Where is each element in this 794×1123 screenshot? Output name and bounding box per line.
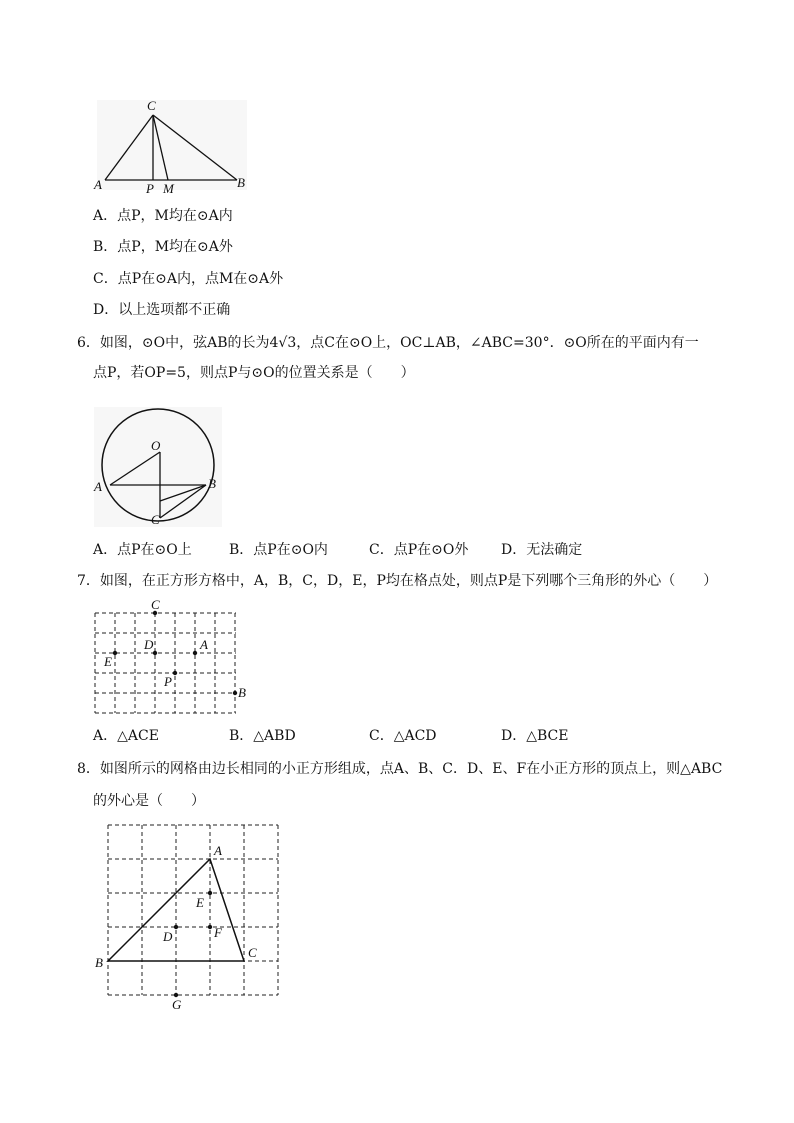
label-d: D bbox=[144, 637, 154, 652]
q7-option-c: C．△ACD bbox=[369, 728, 437, 744]
label-p: P bbox=[146, 181, 154, 196]
label-b: B bbox=[238, 685, 246, 700]
label-c: C bbox=[151, 512, 160, 527]
label-e: E bbox=[196, 895, 204, 910]
q6-stem-line1: 6．如图，⊙O中，弦AB的长为4√3，点C在⊙O上，OC⊥AB，∠ABC=30°．⊙O所在的平面内有一 bbox=[77, 335, 699, 351]
point-b bbox=[233, 691, 237, 695]
figure-triangle-grid bbox=[92, 815, 292, 1015]
figure-background bbox=[97, 100, 247, 190]
label-b: B bbox=[237, 175, 245, 190]
q8-stem-line1: 8．如图所示的网格由边长相同的小正方形组成，点A、B、C．D、E、F在小正方形的顶点上，则△ABC bbox=[77, 761, 723, 777]
label-b: B bbox=[95, 955, 103, 970]
figure-square-grid bbox=[92, 598, 262, 718]
figure-triangle-abc bbox=[92, 96, 262, 198]
point-p bbox=[173, 671, 177, 675]
label-d: D bbox=[163, 929, 173, 944]
label-b: B bbox=[208, 476, 216, 491]
q6-option-b: B．点P在⊙O内 bbox=[229, 542, 328, 558]
q6-option-a: A．点P在⊙O上 bbox=[93, 542, 192, 558]
q6-stem-line2: 点P，若OP=5，则点P与⊙O的位置关系是（ ） bbox=[93, 365, 415, 381]
grid-lines bbox=[95, 613, 236, 713]
q5-option-b: B．点P，M均在⊙A外 bbox=[93, 239, 233, 255]
label-c: C bbox=[248, 945, 257, 960]
point-d bbox=[174, 925, 178, 929]
label-a: A bbox=[214, 843, 222, 858]
label-f: F bbox=[214, 925, 222, 940]
q5-option-d: D．以上选项都不正确 bbox=[93, 302, 231, 318]
label-a: A bbox=[94, 479, 102, 494]
label-a: A bbox=[94, 177, 102, 192]
label-g: G bbox=[172, 997, 182, 1012]
label-p: P bbox=[164, 674, 172, 689]
label-a: A bbox=[200, 637, 208, 652]
q7-option-b: B．△ABD bbox=[229, 728, 296, 744]
q7-option-a: A．△ACE bbox=[93, 728, 159, 744]
grid-lines bbox=[108, 825, 278, 995]
point-e bbox=[113, 651, 117, 655]
label-m: M bbox=[163, 181, 174, 196]
q5-option-a: A．点P，M均在⊙A内 bbox=[93, 208, 233, 224]
point-d bbox=[153, 651, 157, 655]
label-o: O bbox=[151, 438, 161, 453]
q7-stem-line1: 7．如图，在正方形方格中，A，B，C，D，E，P均在格点处，则点P是下列哪个三角形的外心（ ） bbox=[77, 573, 718, 589]
label-c: C bbox=[151, 598, 160, 612]
point-a bbox=[193, 651, 197, 655]
figure-background bbox=[94, 407, 222, 527]
label-e: E bbox=[104, 654, 112, 669]
label-c: C bbox=[147, 98, 156, 113]
q6-option-c: C．点P在⊙O外 bbox=[369, 542, 469, 558]
q6-option-d: D．无法确定 bbox=[501, 542, 583, 558]
q8-stem-line2: 的外心是（ ） bbox=[93, 793, 205, 809]
figure-circle-o bbox=[92, 405, 224, 530]
q5-option-c: C．点P在⊙A内，点M在⊙A外 bbox=[93, 271, 284, 287]
point-f bbox=[208, 925, 212, 929]
q7-option-d: D．△BCE bbox=[501, 728, 569, 744]
point-e bbox=[208, 891, 212, 895]
